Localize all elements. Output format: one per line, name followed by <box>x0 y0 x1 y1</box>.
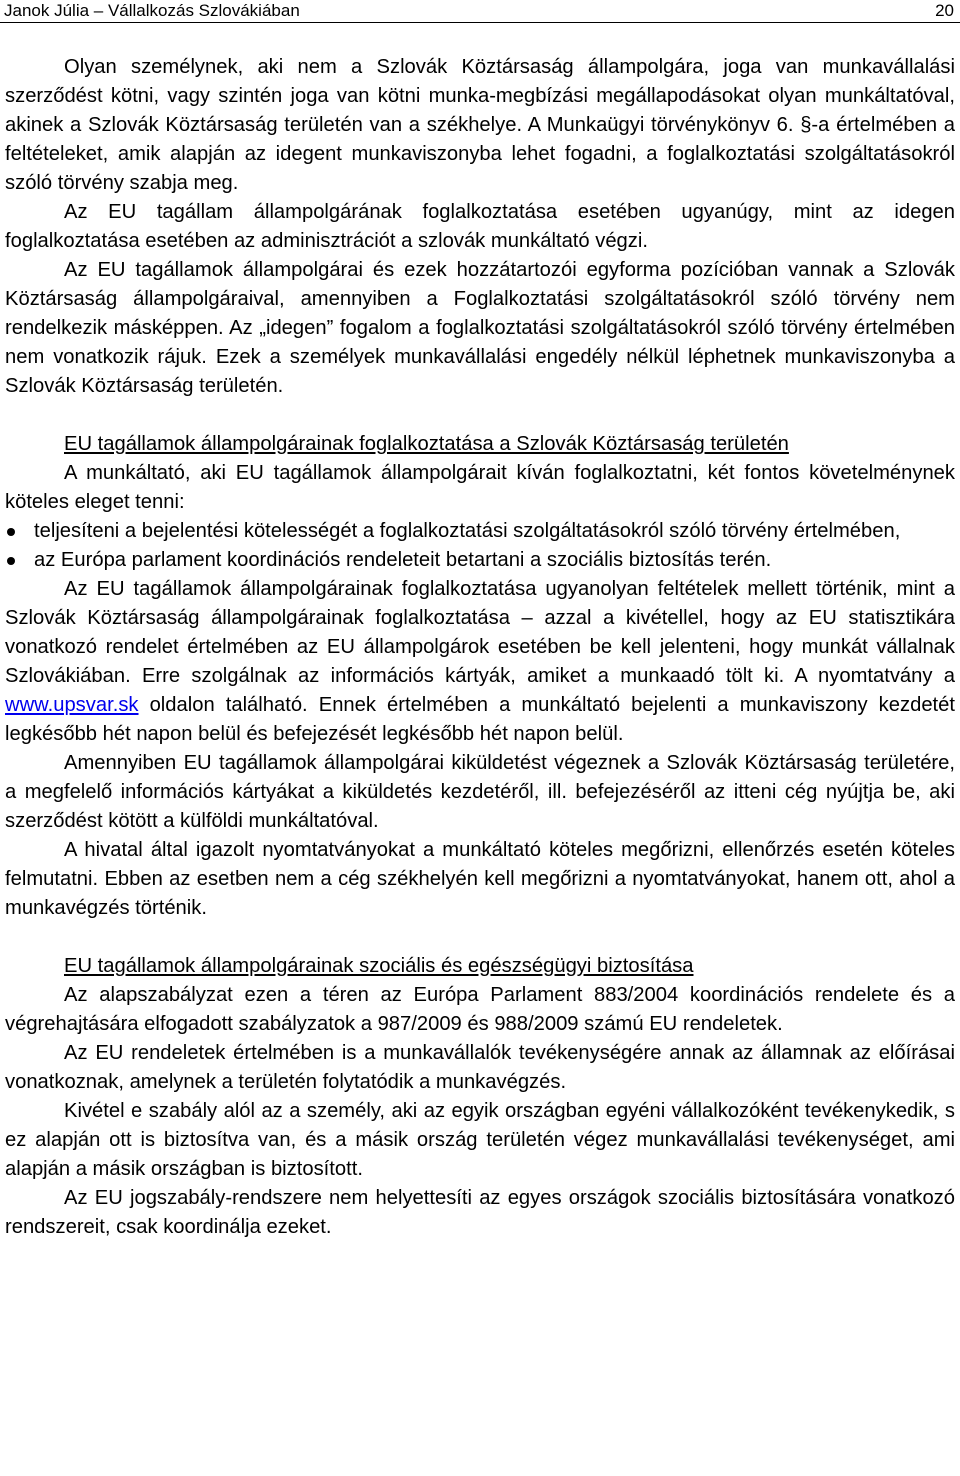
list-item: teljesíteni a bejelentési kötelességét a foglalkoztatási szolgáltatásokról szóló törvény értelmében, <box>5 517 955 546</box>
section-heading: EU tagállamok állampolgárainak szociális és egészségügyi biztosítása <box>64 955 694 977</box>
paragraph: Kivétel e szabály alól az a személy, aki az egyik országban egyéni vállalkozóként tevékenykedik, s ez alapján ott is biztosítva van, és a másik ország területén végez munkavállalási tevékenységet, ami alapján a másik országban is biztosított. <box>5 1100 955 1180</box>
spacer <box>5 401 955 430</box>
page-header <box>0 0 960 23</box>
paragraph: Az EU tagállamok állampolgárai és ezek hozzátartozói egyforma pozícióban vannak a Szlovák Köztársaság állampolgáraival, amennyiben a Foglalkoztatási szolgáltatásokról szóló törvény nem rendelkezik másképpen. Az „idegen” fogalom a foglalkoztatási szolgáltatásokról szóló törvény értelmében nem vonatkozik rájuk. Ezek a személyek munkavállalási engedély nélkül léphetnek munkaviszonyba a Szlovák Köztársaság területén. <box>5 259 955 397</box>
paragraph: Az EU jogszabály-rendszere nem helyettesíti az egyes országok szociális biztosítására vonatkozó rendszereit, csak koordinálja ezeket. <box>5 1187 955 1238</box>
paragraph: Amennyiben EU tagállamok állampolgárai kiküldetést végeznek a Szlovák Köztársaság területére, a megfelelő információs kártyákat a kiküldetés kezdetéről, ill. befejezéséről az itteni cég nyújtja be, aki szerződést kötött a külföldi munkáltatóval. <box>5 752 955 832</box>
section-heading: EU tagállamok állampolgárainak foglalkoztatása a Szlovák Köztársaság területén <box>64 433 789 455</box>
paragraph-text: oldalon található. Ennek értelmében a munkáltató bejelenti a munkaviszony kezdetét legkésőbb hét napon belül és befejezését legkésőbb hét napon belül. <box>5 694 955 745</box>
document-title: Janok Júlia – Vállalkozás Szlovákiában <box>4 1 300 20</box>
paragraph <box>5 575 955 749</box>
paragraph: Az alapszabályzat ezen a téren az Európa Parlament 883/2004 koordinációs rendelete és a végrehajtására elfogadott szabályzatok a 987/2009 és 988/2009 számú EU rendeletek. <box>5 984 955 1035</box>
paragraph: Az EU tagállam állampolgárának foglalkoztatása esetében ugyanúgy, mint az idegen foglalkoztatása esetében az adminisztrációt a szlovák munkáltató végzi. <box>5 201 955 252</box>
list-item: az Európa parlament koordinációs rendeleteit betartani a szociális biztosítás terén. <box>5 546 955 575</box>
paragraph-text: Az EU tagállamok állampolgárainak foglalkoztatása ugyanolyan feltételek mellett történik, mint a Szlovák Köztársaság állampolgárainak foglalkoztatása – azzal a kivétellel, hogy az EU statisztikára vonatkozó rendelet értelmében az EU állampolgárok esetében be kell jelenteni, hogy munkát vállalnak Szlovákiában. Erre szolgálnak az információs kártyák, amiket a munkaadó tölt ki. A nyomtatvány a <box>5 578 955 687</box>
paragraph: A hivatal által igazolt nyomtatványokat a munkáltató köteles megőrizni, ellenőrzés esetén köteles felmutatni. Ebben az esetben nem a cég székhelyén kell megőrizni a nyomtatványokat, hanem ott, ahol a munkavégzés történik. <box>5 839 955 919</box>
page-number: 20 <box>935 1 954 20</box>
paragraph: Az EU rendeletek értelmében is a munkavállalók tevékenységére annak az államnak az előírásai vonatkoznak, amelynek a területén folytatódik a munkavégzés. <box>5 1042 955 1093</box>
bullet-list <box>5 517 955 575</box>
upsvar-link[interactable]: www.upsvar.sk <box>5 694 139 716</box>
paragraph: Olyan személynek, aki nem a Szlovák Köztársaság állampolgára, joga van munkavállalási szerződést kötni, vagy szintén joga van kötni munka-megbízási megállapodásokat olyan munkáltatóval, akinek a Szlovák Köztársaság területén van a székhelye. A Munkaügyi törvénykönyv 6. §-a értelmében a feltételeket, amik alapján az idegent munkaviszonyba lehet fogadni, a foglalkoztatási szolgáltatásokról szóló törvény szabja meg. <box>5 56 955 194</box>
page-body <box>5 53 955 1242</box>
paragraph: A munkáltató, aki EU tagállamok állampolgárait kíván foglalkoztatni, két fontos követelménynek köteles eleget tenni: <box>5 462 955 513</box>
spacer <box>5 923 955 952</box>
